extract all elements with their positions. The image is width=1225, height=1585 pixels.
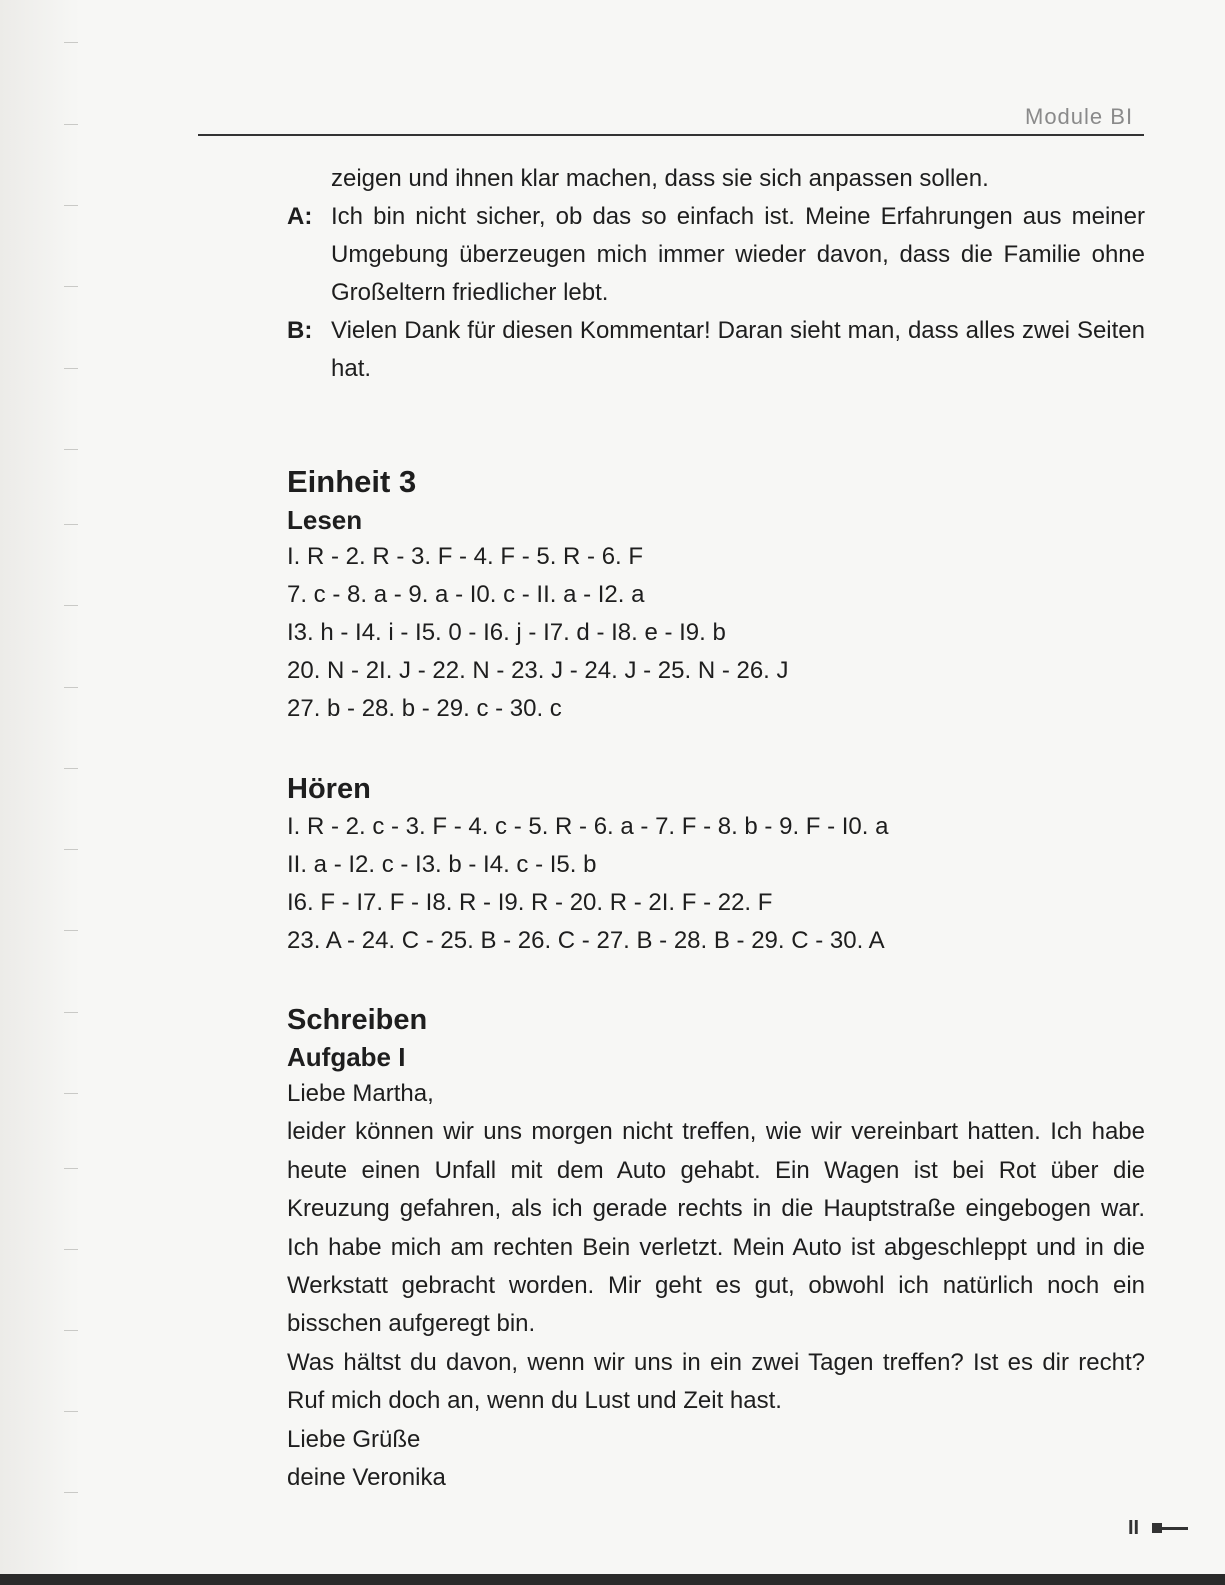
margin-tick [64, 368, 78, 369]
margin-tick [64, 687, 78, 688]
speaker-label: B: [287, 317, 313, 344]
margin-tick [64, 124, 78, 125]
margin-tick [64, 1168, 78, 1169]
answer-line: 23. A - 24. C - 25. B - 26. C - 27. B - 28. B - 29. C - 30. A [287, 927, 885, 954]
margin-tick [64, 1012, 78, 1013]
margin-tick [64, 1411, 78, 1412]
schreiben-section [287, 1001, 1145, 1497]
margin-tick [64, 768, 78, 769]
page-marker [1152, 1527, 1188, 1530]
margin-tick [64, 286, 78, 287]
letter-signature: deine Veronika [287, 1464, 446, 1492]
unit-section [287, 462, 1145, 728]
answer-line: I3. h - I4. i - I5. 0 - I6. j - I7. d - I8. e - I9. b [287, 619, 726, 646]
page-number: II [1128, 1517, 1140, 1539]
answer-line: II. a - I2. c - I3. b - I4. c - I5. b [287, 851, 597, 878]
dialog-continuation: zeigen und ihnen klar machen, dass sie sich anpassen sollen. [331, 165, 989, 192]
margin-tick [64, 930, 78, 931]
hoeren-heading: Hören [287, 773, 371, 805]
margin-tick [64, 449, 78, 450]
header-rule [198, 134, 1144, 136]
hoeren-section [287, 770, 1145, 960]
speaker-label: A: [287, 203, 313, 230]
margin-tick [64, 1249, 78, 1250]
speaker-text: Vielen Dank für diesen Kommentar! Daran sieht man, dass alles zwei Seiten hat. [331, 317, 1145, 382]
answer-line: 27. b - 28. b - 29. c - 30. c [287, 695, 562, 722]
dialog-turn-a [287, 198, 1145, 312]
margin-tick [64, 1330, 78, 1331]
answer-line: I. R - 2. R - 3. F - 4. F - 5. R - 6. F [287, 543, 644, 570]
answer-line: 7. c - 8. a - 9. a - I0. c - II. a - I2. a [287, 581, 645, 608]
schreiben-heading: Schreiben [287, 1004, 428, 1036]
margin-tick [64, 205, 78, 206]
bleed-through-margin [0, 0, 80, 1585]
margin-tick [64, 1093, 78, 1094]
answer-line: I. R - 2. c - 3. F - 4. c - 5. R - 6. a - 7. F - 8. b - 9. F - I0. a [287, 813, 889, 840]
scan-edge [0, 1574, 1225, 1585]
module-header: Module BI [1025, 104, 1134, 129]
task-heading: Aufgabe I [287, 1042, 406, 1072]
letter-paragraph: leider können wir uns morgen nicht treffen, wie wir vereinbart hatten. Ich habe heute einen Unfall mit dem Auto gehabt. Ein Wagen ist bei Rot über die Kreuzung gefahren, als ich gerade rechts in die Hauptstraße eingebogen war. Ich habe mich am rechten Bein verletzt. Mein Auto ist abgeschleppt und in die Werkstatt gebracht worden. Mir geht es gut, obwohl ich natürlich noch ein bisschen aufgeregt bin. [287, 1118, 1145, 1338]
letter-paragraph: Was hältst du davon, wenn wir uns in ein zwei Tagen treffen? Ist es dir recht? Ruf mich doch an, wenn du Lust und Zeit hast. [287, 1348, 1145, 1415]
margin-tick [64, 849, 78, 850]
answer-line: 20. N - 2I. J - 22. N - 23. J - 24. J - 25. N - 26. J [287, 657, 789, 684]
margin-tick [64, 605, 78, 606]
margin-tick [64, 524, 78, 525]
lesen-heading: Lesen [287, 505, 363, 535]
margin-tick [64, 1492, 78, 1493]
margin-tick [64, 42, 78, 43]
letter-closing: Liebe Grüße [287, 1425, 421, 1453]
speaker-text: Ich bin nicht sicher, ob das so einfach ist. Meine Erfahrungen aus meiner Umgebung überzeugen mich immer wieder davon, dass die Familie ohne Großeltern friedlicher lebt. [331, 203, 1145, 306]
answer-line: I6. F - I7. F - I8. R - I9. R - 20. R - 2I. F - 22. F [287, 889, 773, 916]
dialog-block [287, 160, 1145, 388]
dialog-turn-b [287, 312, 1145, 388]
letter-salutation: Liebe Martha, [287, 1080, 434, 1107]
unit-title: Einheit 3 [287, 464, 417, 499]
